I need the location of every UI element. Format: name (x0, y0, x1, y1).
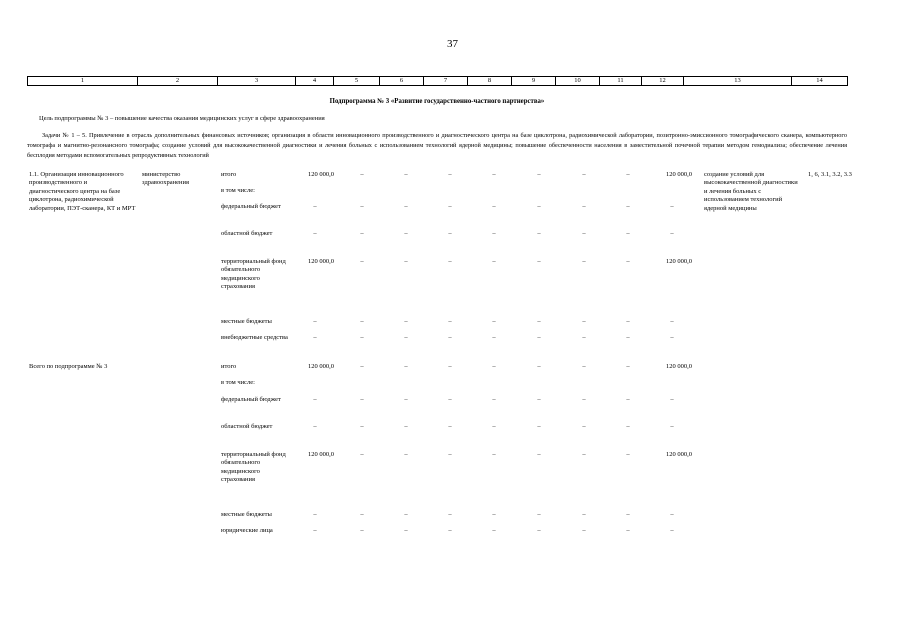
amount-last-year: 120 000,0 (666, 451, 692, 458)
year-amount: – (404, 527, 408, 534)
year-amount: – (360, 318, 364, 325)
funding-source: областной бюджет (221, 230, 273, 237)
year-amount: – (582, 451, 586, 458)
column-number: 13 (684, 77, 792, 86)
amount-total: – (313, 527, 317, 534)
column-number: 6 (380, 77, 424, 86)
year-amount: – (448, 396, 452, 403)
year-amount: – (582, 318, 586, 325)
year-amount: – (404, 451, 408, 458)
year-amount: – (360, 423, 364, 430)
column-number-header (27, 76, 848, 86)
year-amount: – (448, 511, 452, 518)
column-number: 5 (334, 77, 380, 86)
amount-total: 120 000,0 (308, 171, 334, 178)
year-amount: – (626, 527, 630, 534)
funding-source: федеральный бюджет (221, 396, 281, 403)
year-amount: – (360, 171, 364, 178)
amount-total: – (313, 230, 317, 237)
year-amount: – (448, 527, 452, 534)
year-amount: – (537, 334, 541, 341)
funding-source: территориальный фонд обязательного медицинского страхования (221, 451, 286, 484)
year-amount: – (492, 451, 496, 458)
subprogram-goal: Цель подпрограммы № 3 – повышение качества оказания медицинских услуг в сфере здравоохранения (39, 115, 325, 122)
activity-executor: министерство здравоохранения (142, 171, 189, 187)
year-amount: – (448, 451, 452, 458)
year-amount: – (492, 511, 496, 518)
subprogram-tasks: Задачи № 1 – 5. Привлечение в отрасль дополнительных финансовых источников; организация в области инновационного производственного и диагностического центра на базе циклотрона, радиохимической лаборатории, позитронно-эмиссионного томографического сканера, компьютерного томографа и магнитно-резонансного томографа; создание условий для высококачественной диагностики и лечения больных с использованием технологий ядерной медицины; повышение обеспеченности населения в заместительной почечной терапии методом гемодиализа; обеспечение лечения бесплодия методами вспомогательных репродуктивных технологий (27, 132, 847, 159)
column-number: 8 (468, 77, 512, 86)
funding-source: итого (221, 363, 237, 370)
activity-name: 1.1. Организация инновационного производственного и диагностического центра на базе циклотрона, радиохимической лаборатории, ПЭТ-сканера, КТ и МРТ (29, 171, 136, 212)
year-amount: – (448, 230, 452, 237)
funding-source: местные бюджеты (221, 511, 272, 518)
page-number: 37 (447, 38, 458, 50)
amount-total: – (313, 396, 317, 403)
subprogram-title: Подпрограмма № 3 «Развитие государственно-частного партнерства» (329, 98, 545, 105)
amount-total: – (313, 203, 317, 210)
year-amount: – (582, 511, 586, 518)
amount-last-year: – (670, 527, 674, 534)
amount-last-year: 120 000,0 (666, 171, 692, 178)
amount-last-year: – (670, 203, 674, 210)
column-number: 11 (600, 77, 642, 86)
year-amount: – (360, 334, 364, 341)
year-amount: – (492, 527, 496, 534)
column-number: 3 (218, 77, 296, 86)
year-amount: – (537, 396, 541, 403)
year-amount: – (404, 363, 408, 370)
column-number: 7 (424, 77, 468, 86)
year-amount: – (537, 318, 541, 325)
funding-source: в том числе: (221, 379, 255, 386)
year-amount: – (626, 396, 630, 403)
funding-source: территориальный фонд обязательного медицинского страхования (221, 258, 286, 291)
year-amount: – (626, 203, 630, 210)
column-number: 2 (138, 77, 218, 86)
amount-last-year: – (670, 230, 674, 237)
activity-indicators: 1, 6, 3.1, 3.2, 3.3 (808, 171, 852, 178)
amount-total: – (313, 511, 317, 518)
amount-last-year: 120 000,0 (666, 363, 692, 370)
year-amount: – (492, 318, 496, 325)
column-number: 12 (642, 77, 684, 86)
year-amount: – (360, 396, 364, 403)
amount-last-year: – (670, 511, 674, 518)
year-amount: – (360, 527, 364, 534)
amount-total: 120 000,0 (308, 451, 334, 458)
year-amount: – (492, 171, 496, 178)
column-number: 10 (556, 77, 600, 86)
year-amount: – (360, 258, 364, 265)
year-amount: – (582, 334, 586, 341)
year-amount: – (626, 511, 630, 518)
amount-last-year: – (670, 318, 674, 325)
funding-source: областной бюджет (221, 423, 273, 430)
year-amount: – (626, 171, 630, 178)
amount-total: – (313, 423, 317, 430)
year-amount: – (492, 423, 496, 430)
year-amount: – (537, 230, 541, 237)
year-amount: – (582, 203, 586, 210)
year-amount: – (360, 230, 364, 237)
year-amount: – (626, 363, 630, 370)
year-amount: – (582, 396, 586, 403)
year-amount: – (582, 363, 586, 370)
year-amount: – (537, 527, 541, 534)
year-amount: – (537, 511, 541, 518)
amount-total: – (313, 318, 317, 325)
year-amount: – (360, 451, 364, 458)
year-amount: – (404, 258, 408, 265)
amount-total: – (313, 334, 317, 341)
year-amount: – (537, 363, 541, 370)
amount-last-year: – (670, 423, 674, 430)
year-amount: – (448, 258, 452, 265)
year-amount: – (492, 230, 496, 237)
year-amount: – (404, 396, 408, 403)
amount-last-year: 120 000,0 (666, 258, 692, 265)
funding-source: внебюджетные средства (221, 334, 288, 341)
year-amount: – (448, 203, 452, 210)
year-amount: – (492, 363, 496, 370)
year-amount: – (537, 258, 541, 265)
year-amount: – (448, 318, 452, 325)
column-number: 9 (512, 77, 556, 86)
year-amount: – (537, 171, 541, 178)
year-amount: – (404, 230, 408, 237)
year-amount: – (537, 451, 541, 458)
year-amount: – (404, 171, 408, 178)
year-amount: – (360, 511, 364, 518)
year-amount: – (404, 203, 408, 210)
year-amount: – (626, 451, 630, 458)
year-amount: – (537, 203, 541, 210)
column-number: 14 (792, 77, 848, 86)
year-amount: – (537, 423, 541, 430)
year-amount: – (492, 258, 496, 265)
column-number: 4 (296, 77, 334, 86)
funding-source: в том числе: (221, 187, 255, 194)
year-amount: – (360, 363, 364, 370)
total-name: Всего по подпрограмме № 3 (29, 363, 108, 370)
amount-last-year: – (670, 396, 674, 403)
amount-total: 120 000,0 (308, 363, 334, 370)
year-amount: – (404, 423, 408, 430)
year-amount: – (492, 203, 496, 210)
year-amount: – (582, 527, 586, 534)
year-amount: – (404, 318, 408, 325)
year-amount: – (626, 423, 630, 430)
year-amount: – (626, 318, 630, 325)
year-amount: – (404, 511, 408, 518)
funding-source: итого (221, 171, 237, 178)
year-amount: – (448, 423, 452, 430)
year-amount: – (582, 171, 586, 178)
year-amount: – (582, 423, 586, 430)
year-amount: – (448, 334, 452, 341)
year-amount: – (626, 230, 630, 237)
year-amount: – (492, 334, 496, 341)
amount-total: 120 000,0 (308, 258, 334, 265)
amount-last-year: – (670, 334, 674, 341)
funding-source: федеральный бюджет (221, 203, 281, 210)
funding-source: юридические лица (221, 527, 273, 534)
funding-source: местные бюджеты (221, 318, 272, 325)
year-amount: – (448, 363, 452, 370)
year-amount: – (404, 334, 408, 341)
year-amount: – (582, 258, 586, 265)
year-amount: – (626, 334, 630, 341)
year-amount: – (492, 396, 496, 403)
year-amount: – (360, 203, 364, 210)
activity-result: создание условий для высококачественной диагностики и лечения больных с использованием технологий ядерной медицины (704, 171, 798, 212)
column-number: 1 (28, 77, 138, 86)
year-amount: – (626, 258, 630, 265)
year-amount: – (582, 230, 586, 237)
year-amount: – (448, 171, 452, 178)
